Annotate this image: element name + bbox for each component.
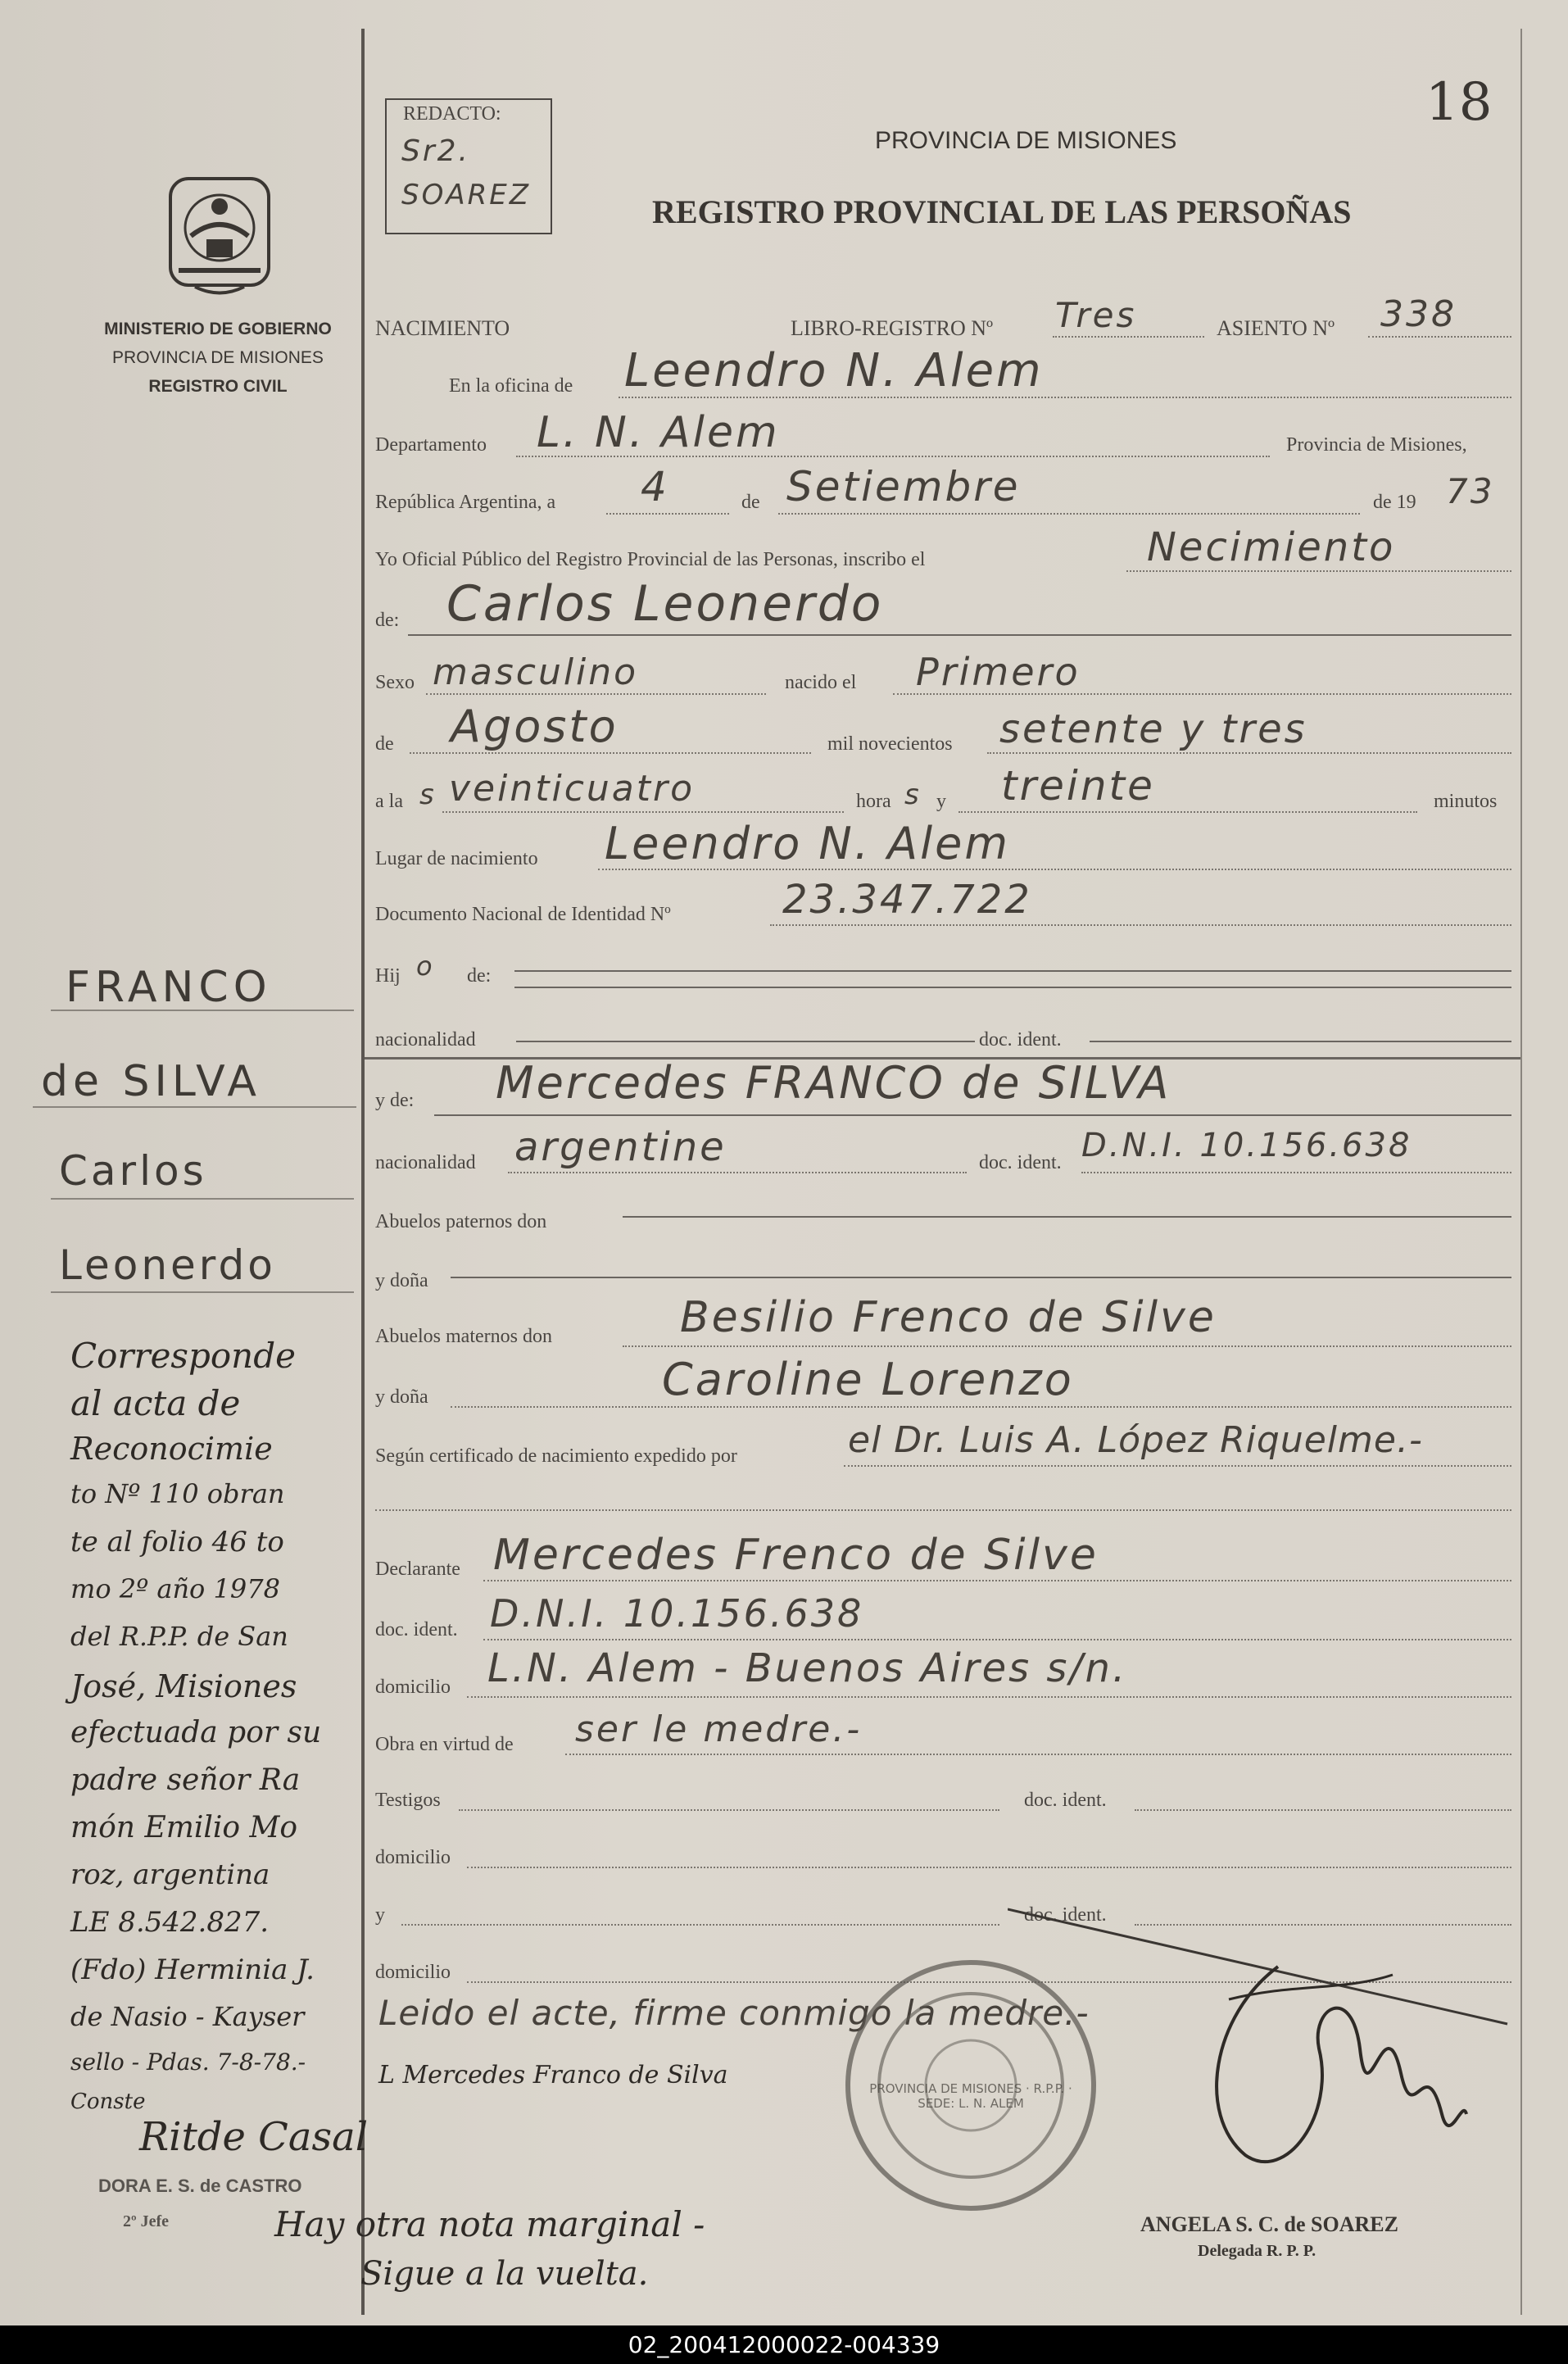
label-obra: Obra en virtud de — [375, 1734, 514, 1755]
label-de-anio: de 19 — [1373, 492, 1416, 513]
official-title: Delegada R. P. P. — [1198, 2242, 1316, 2260]
margin-note-line: de Nasio - Kayser — [70, 2001, 305, 2032]
page-number: 18 — [1425, 72, 1493, 133]
oficina-value: Leendro N. Alem — [624, 344, 1044, 397]
label-mil-novecientos: mil novecientos — [827, 733, 953, 755]
minutos-nac-line — [958, 811, 1417, 813]
libro-value: Tres — [1055, 295, 1137, 335]
madre-line — [434, 1114, 1511, 1116]
anio-nac-value: setente y tres — [999, 706, 1307, 752]
margin-note-line: Corresponde — [70, 1336, 296, 1376]
inscribo-line — [1126, 570, 1511, 572]
label-domicilio-testigo1: domicilio — [375, 1847, 451, 1868]
label-y-testigo2: y — [375, 1904, 385, 1926]
sexo-value: masculino — [433, 651, 639, 693]
margin-note-line: món Emilio Mo — [70, 1811, 298, 1844]
label-segun: Según certificado de nacimiento expedido por — [375, 1445, 737, 1467]
label-de-mes-nac: de — [375, 733, 394, 755]
redacto-label: REDACTO: — [403, 103, 501, 125]
dni-line — [770, 924, 1511, 926]
margin-note-line: te al folio 46 to — [70, 1526, 284, 1559]
doc-declarante-line — [483, 1639, 1511, 1640]
firma-madre: L Mercedes Franco de Silva — [378, 2061, 728, 2089]
margin-line-4 — [51, 1291, 354, 1293]
label-de-nombre: de: — [375, 610, 400, 631]
mes-nac-value: Agosto — [451, 701, 619, 752]
label-doc-testigo1: doc. ident. — [1024, 1790, 1107, 1811]
abuelo-materno-value: Besilio Frenco de Silve — [680, 1293, 1217, 1342]
lugar-line — [598, 869, 1511, 870]
label-documento: Documento Nacional de Identidad Nº — [375, 904, 671, 925]
dni-value: 23.347.722 — [782, 877, 1032, 923]
testigo2-line — [401, 1924, 999, 1926]
mes-line — [778, 513, 1360, 515]
archive-id-footer: 02_200412000022-004339 — [0, 2325, 1568, 2364]
asiento-value: 338 — [1380, 293, 1457, 335]
redacto-line1: Sr2. — [401, 134, 470, 168]
mes-nac-line — [410, 752, 811, 754]
otra-nota-marginal: Hay otra nota marginal - — [274, 2204, 705, 2244]
margin-nombre2: Leonerdo — [59, 1241, 276, 1289]
abuela-materna-value: Caroline Lorenzo — [662, 1354, 1074, 1405]
ministry-line3: REGISTRO CIVIL — [148, 377, 288, 396]
label-doc-testigo2: doc. ident. — [1024, 1904, 1107, 1926]
nacido-line — [893, 693, 1511, 695]
margin-note-line: to Nº 110 obran — [70, 1478, 285, 1509]
label-declarante: Declarante — [375, 1559, 460, 1580]
abuelo-paterno-line — [623, 1216, 1511, 1218]
official-name: ANGELA S. C. de SOAREZ — [1140, 2212, 1398, 2236]
padre-line-2 — [514, 987, 1511, 988]
label-abuelos-paternos: Abuelos paternos don — [375, 1211, 547, 1232]
doc-padre-line — [1090, 1041, 1511, 1042]
libro-line — [1053, 336, 1204, 338]
abuela-materna-line — [451, 1406, 1511, 1408]
certificado-line-2 — [375, 1509, 1511, 1511]
margin-rule — [361, 29, 365, 2315]
lugar-value: Leendro N. Alem — [605, 818, 1010, 869]
abuelo-materno-line — [623, 1345, 1511, 1347]
label-doc-declarante: doc. ident. — [375, 1619, 458, 1640]
label-asiento: ASIENTO Nº — [1217, 316, 1335, 340]
label-a-la: a la — [375, 791, 403, 812]
testigo1-line — [459, 1809, 999, 1811]
doc-declarante-value: D.N.I. 10.156.638 — [490, 1591, 864, 1636]
margin-note-line: al acta de — [70, 1383, 241, 1423]
departamento-value: L. N. Alem — [537, 408, 780, 457]
label-de-mes: de — [741, 492, 760, 513]
label-domicilio-declarante: domicilio — [375, 1677, 451, 1698]
ministry-line2: PROVINCIA DE MISIONES — [112, 348, 324, 367]
declarante-value: Mercedes Frenco de Silve — [493, 1531, 1099, 1580]
margin-note-line: roz, argentina — [70, 1858, 270, 1891]
margin-note-line: Conste — [70, 2089, 146, 2114]
label-nacido-el: nacido el — [785, 672, 857, 693]
label-testigos: Testigos — [375, 1790, 441, 1811]
doc-madre-value: D.N.I. 10.156.638 — [1081, 1127, 1412, 1164]
margin-note-line: (Fdo) Herminia J. — [70, 1953, 315, 1986]
label-doc-madre: doc. ident. — [979, 1152, 1062, 1173]
label-yo-oficial: Yo Oficial Público del Registro Provincial de las Personas, inscribo el — [375, 549, 926, 570]
anio-nac-line — [987, 752, 1511, 754]
a-la-s-value: s — [419, 778, 437, 811]
label-hij-de: de: — [467, 965, 492, 987]
label-y: y — [936, 791, 946, 812]
margin-stamp-title: 2º Jefe — [123, 2212, 170, 2230]
doc-testigo1-line — [1135, 1809, 1511, 1811]
registry-title: REGISTRO PROVINCIAL DE LAS PERSOÑAS — [652, 193, 1352, 230]
minutos-nac-value: treinte — [1001, 762, 1155, 810]
margin-nombre1: Carlos — [59, 1147, 207, 1195]
label-sexo: Sexo — [375, 672, 415, 693]
anio-value: 73 — [1446, 471, 1495, 511]
nac-madre-line — [508, 1172, 967, 1173]
madre-value: Mercedes FRANCO de SILVA — [496, 1057, 1171, 1109]
label-abuelos-maternos: Abuelos maternos don — [375, 1326, 552, 1347]
sexo-line — [426, 693, 766, 695]
margin-apellido2: de SILVA — [41, 1057, 261, 1106]
horas-s-value: s — [904, 778, 922, 811]
label-nacionalidad-madre: nacionalidad — [375, 1152, 476, 1173]
hora-nac-value: veinticuatro — [449, 768, 695, 810]
departamento-line — [516, 456, 1270, 457]
dia-value: 4 — [641, 463, 669, 510]
margin-signature: Ritde Casal — [139, 2114, 369, 2160]
margin-note-line: José, Misiones — [70, 1668, 297, 1704]
nombre-line — [408, 634, 1511, 636]
margin-note-line: LE 8.542.827. — [70, 1906, 270, 1939]
margin-note-line: sello - Pdas. 7-8-78.- — [70, 2049, 306, 2076]
obra-value: ser le medre.- — [575, 1708, 863, 1750]
label-y-dona-paterna: y doña — [375, 1270, 428, 1291]
padre-line-1 — [514, 970, 1511, 972]
label-nacimiento: NACIMIENTO — [375, 316, 510, 340]
obra-line — [565, 1754, 1511, 1755]
label-doc-padre: doc. ident. — [979, 1029, 1062, 1050]
margin-stamp-name: DORA E. S. de CASTRO — [98, 2176, 302, 2196]
declarante-line — [483, 1580, 1511, 1581]
stamp-text: PROVINCIA DE MISIONES · R.P.P. · SEDE: L. N. ALEM — [869, 2081, 1072, 2111]
label-y-dona-materna: y doña — [375, 1386, 428, 1408]
oficina-line — [619, 397, 1511, 398]
margin-note-line: padre señor Ra — [70, 1763, 301, 1797]
domicilio-testigo1-line — [467, 1867, 1511, 1868]
coat-of-arms-icon — [146, 164, 293, 303]
certificado-line — [844, 1465, 1511, 1467]
abuela-paterna-line — [451, 1277, 1511, 1278]
margin-line-3 — [51, 1198, 354, 1200]
label-minutos: minutos — [1434, 791, 1498, 812]
nac-padre-line — [516, 1041, 975, 1042]
margin-note-line: efectuada por su — [70, 1716, 322, 1749]
margin-note-line: mo 2º año 1978 — [70, 1573, 280, 1604]
hijo-o-value: o — [416, 951, 435, 982]
dia-line — [606, 513, 729, 515]
label-lugar: Lugar de nacimiento — [375, 848, 538, 869]
label-domicilio-testigo2: domicilio — [375, 1962, 451, 1983]
nacionalidad-madre-value: argentine — [514, 1124, 727, 1170]
ministry-line1: MINISTERIO DE GOBIERNO — [104, 320, 332, 338]
label-provincia: Provincia de Misiones, — [1286, 434, 1467, 456]
province-title: PROVINCIA DE MISIONES — [875, 127, 1177, 154]
leido-value: Leido el acte, firme conmigo la medre.- — [378, 1993, 1090, 2033]
nombre-value: Carlos Leonerdo — [446, 575, 884, 633]
margin-note-line: Reconocimie — [70, 1431, 273, 1467]
hora-nac-line — [442, 811, 844, 813]
label-horas: hora — [856, 791, 891, 812]
certificado-value: el Dr. Luis A. López Riquelme.- — [848, 1419, 1423, 1461]
margin-line-2 — [33, 1106, 356, 1108]
redacto-box — [385, 98, 552, 234]
domicilio-declarante-line — [467, 1696, 1511, 1698]
label-y-de: y de: — [375, 1090, 415, 1111]
official-signature — [1180, 1950, 1475, 2188]
label-departamento: Departamento — [375, 434, 487, 456]
nacido-value: Primero — [916, 650, 1081, 694]
domicilio-declarante-value: L.N. Alem - Buenos Aires s/n. — [487, 1645, 1128, 1691]
label-libro: LIBRO-REGISTRO Nº — [791, 316, 994, 340]
label-oficina: En la oficina de — [449, 375, 573, 397]
right-rule — [1520, 29, 1522, 2315]
inscribo-value: Necimiento — [1147, 524, 1396, 570]
redacto-line2: SOAREZ — [401, 179, 532, 211]
asiento-line — [1368, 336, 1511, 338]
margin-note-line: del R.P.P. de San — [70, 1621, 288, 1652]
label-republica: República Argentina, a — [375, 492, 556, 513]
sigue-a-la-vuelta: Sigue a la vuelta. — [360, 2255, 649, 2293]
margin-apellido1: FRANCO — [66, 963, 272, 1012]
label-nacionalidad-padre: nacionalidad — [375, 1029, 476, 1050]
mes-value: Setiembre — [786, 463, 1021, 510]
doc-madre-line — [1081, 1172, 1511, 1173]
label-hij: Hij — [375, 965, 401, 987]
